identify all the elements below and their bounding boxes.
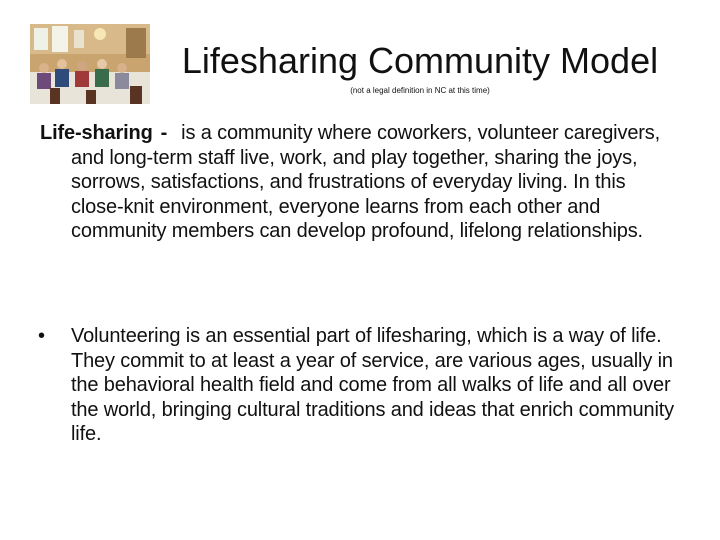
- definition-text: is a community where coworkers, volunteer caregivers, and long-term staff live, work, and play together, sharing the joys, sorrows, satisfactions, and frustrations of everyday living. In this close-knit environment, everyone learns from each other and community members can develop profound, lifelong relationships.: [71, 122, 661, 243]
- bullet-list: [38, 324, 688, 447]
- definition-dash: -: [160, 122, 168, 144]
- bullet-marker: •: [38, 325, 45, 347]
- list-item: [38, 324, 688, 447]
- slide-subtitle: (not a legal definition in NC at this time): [350, 86, 490, 95]
- dining-room-photo: [30, 24, 150, 104]
- bullet-text: Volunteering is an essential part of lifesharing, which is a way of life. They commit to at least a year of service, are various ages, usually in the behavioral health field and come from all walks of life and all over the world, bringing cultural traditions and ideas that enrich community life.: [71, 325, 675, 446]
- definition-term: Life-sharing: [40, 122, 153, 144]
- definition-paragraph: [40, 121, 680, 244]
- slide-title: Lifesharing Community Model: [181, 40, 659, 81]
